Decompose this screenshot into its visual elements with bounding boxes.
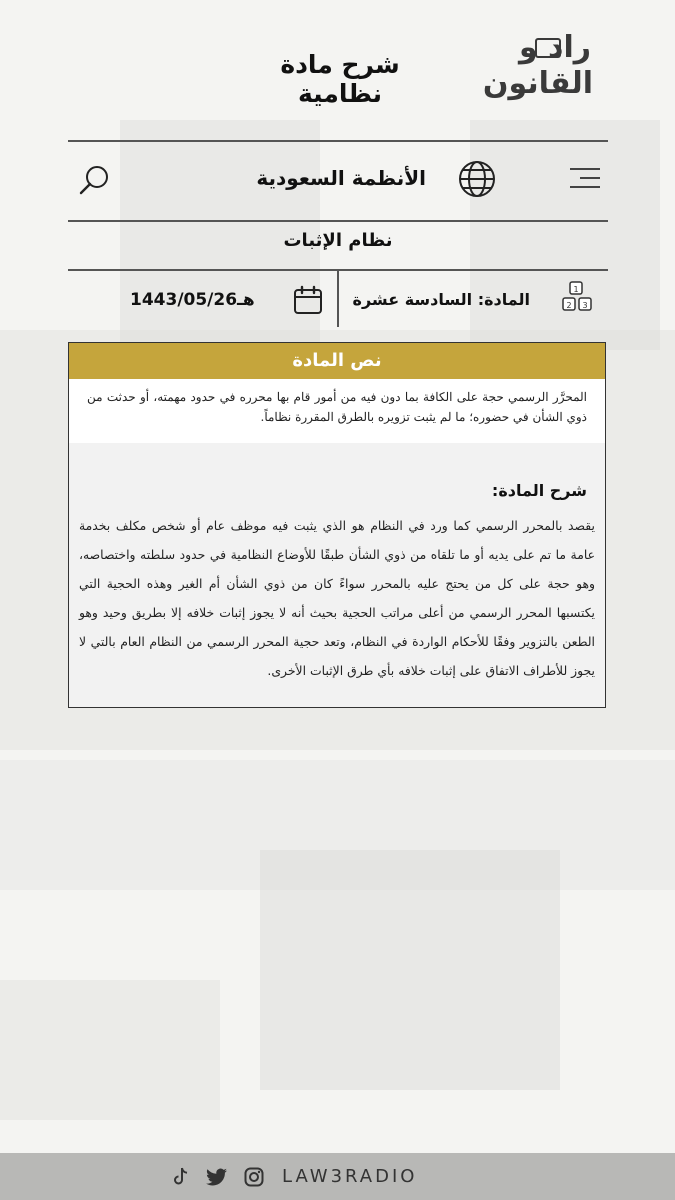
- logo-line-1: راد و: [518, 30, 591, 65]
- search-icon[interactable]: [78, 164, 110, 196]
- explanation-body: يقصد بالمحرر الرسمي كما ورد في النظام هو الذي يثبت فيه موظف عام أو شخص مكلف بخدمة عامة ما تم على يديه أو ما تلقاه من ذوي الشأن طبقًا للأوضاع النظامية في حدود سلطته واختصاصه، وهو حجة على كل من يحتج عليه بالمحرر سواءً كان من ذوي الشأن أم الغير وهذه الحجية التي يكتسبها المحرر الرسمي من أعلى مراتب الحجية بحيث أنه لا يجوز إثبات خلافه إلا بطريق وحيد وهو الطعن بالتزوير وفقًا للأحكام الواردة في النظام، وتعد حجية المحرر الرسمي من النظام العام بالتي لا يجوز للأطراف الاتفاق على إثبات خلافه بأي طرق الإثبات الأخرى.: [79, 518, 595, 678]
- instagram-icon[interactable]: [244, 1167, 264, 1187]
- dice-icon: [560, 280, 600, 320]
- twitter-icon[interactable]: [206, 1168, 228, 1186]
- nav-bar: [68, 140, 608, 220]
- article-box: [68, 342, 606, 708]
- article-date: 1443/05/26هـ: [130, 290, 255, 310]
- footer-bar: [0, 1153, 675, 1200]
- social-handle[interactable]: LAW3RADIO: [282, 1166, 418, 1187]
- calendar-icon: [293, 285, 323, 315]
- article-text-body: المحرَّر الرسمي حجة على الكافة بما دون فيه من أمور قام بها محرره في حدود مهمته، أو حدثت من ذوي الشأن في حضوره؛ ما لم يثبت تزويره بالطرق المقررة نظاماً.: [69, 379, 605, 443]
- svg-text:3: 3: [582, 301, 588, 310]
- page-title: شرح مادة نظامية: [280, 50, 400, 108]
- tiktok-icon[interactable]: [172, 1167, 190, 1187]
- svg-text:1: 1: [573, 285, 579, 294]
- explanation-heading: شرح المادة:: [491, 481, 587, 500]
- divider: [68, 220, 608, 222]
- nav-title: الأنظمة السعودية: [256, 166, 426, 190]
- svg-text:2: 2: [566, 301, 572, 310]
- menu-icon[interactable]: [570, 166, 600, 190]
- radio-alqanoon-logo: [482, 30, 595, 110]
- globe-icon[interactable]: [458, 160, 496, 198]
- law-name: نظام الإثبات: [283, 230, 393, 251]
- divider: [337, 269, 339, 327]
- logo-line-2: القانون: [482, 66, 593, 101]
- article-text-heading: نص المادة: [69, 343, 605, 379]
- article-label: المادة: السادسة عشرة: [352, 290, 530, 309]
